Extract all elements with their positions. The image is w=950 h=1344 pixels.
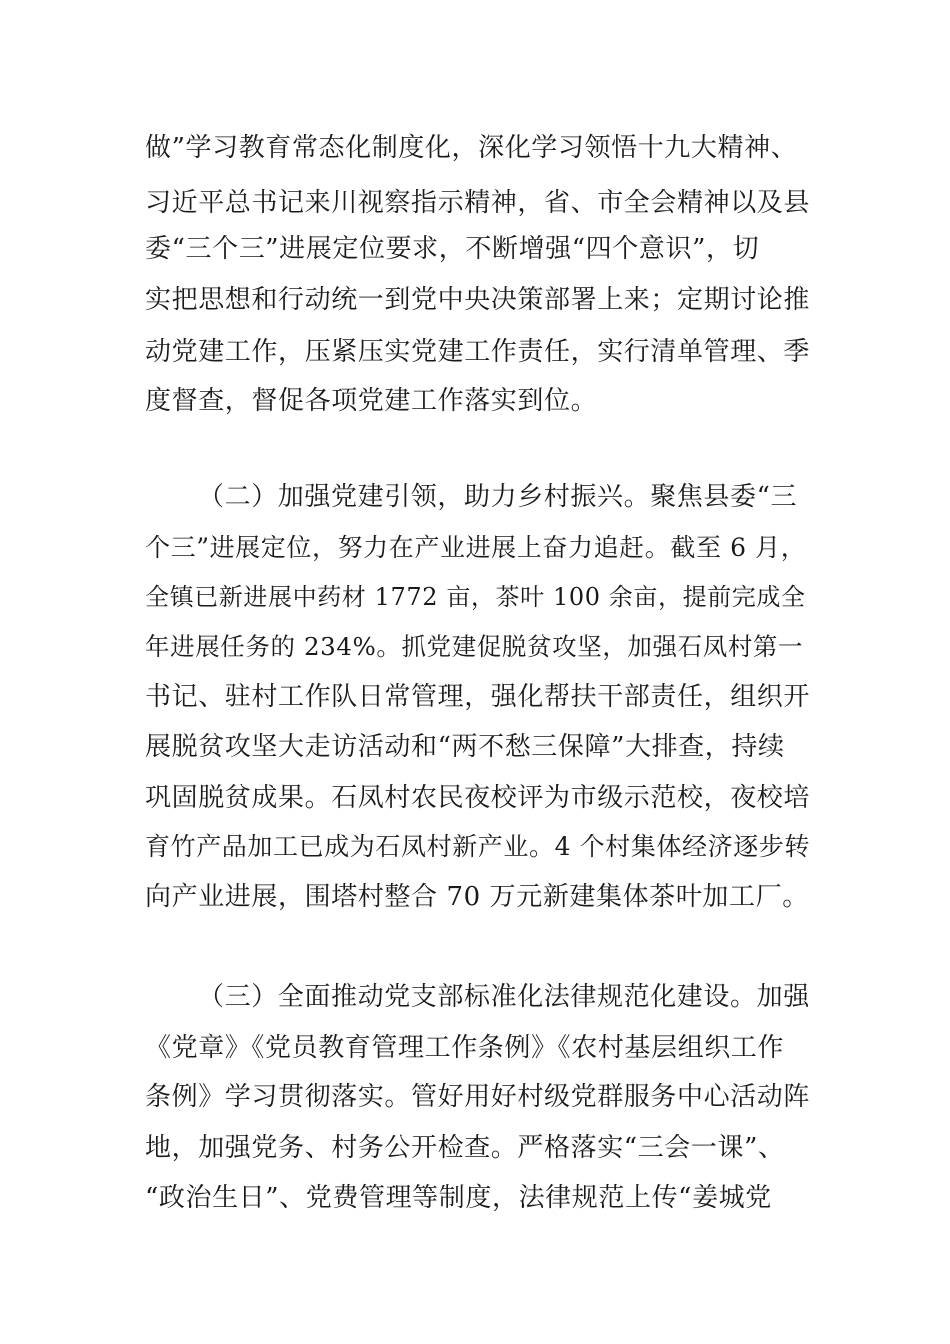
text-line: “政治生日”、党费管理等制度，法律规范上传“姜城党 <box>145 1183 772 1213</box>
text-line: 《党章》《党员教育管理工作条例》《农村基层组织工作 <box>145 1033 785 1063</box>
text-line: 实把思想和行动统一到党中央决策部署上来；定期讨论推 <box>145 285 811 315</box>
text-line: （二）加强党建引领，助力乡村振兴。聚焦县委“三 <box>198 482 798 512</box>
text-line: 动党建工作，压紧压实党建工作责任，实行清单管理、季 <box>145 337 811 367</box>
text-line: 度督查，督促各项党建工作落实到位。 <box>145 386 598 416</box>
text-line: 全镇已新进展中药材 1772 亩，茶叶 100 余亩，提前完成全 <box>145 583 806 611</box>
text-line: 条例》学习贯彻落实。管好用好村级党群服务中心活动阵 <box>145 1082 811 1112</box>
text-line: 习近平总书记来川视察指示精神，省、市全会精神以及县 <box>145 188 811 218</box>
text-line: （三）全面推动党支部标准化法律规范化建设。加强 <box>198 982 810 1012</box>
text-line: 地，加强党务、村务公开检查。严格落实“三会一课”、 <box>145 1133 785 1163</box>
text-line: 展脱贫攻坚大走访活动和“两不愁三保障”大排查，持续 <box>145 732 785 762</box>
text-line: 向产业进展，围塔村整合 70 万元新建集体茶叶加工厂。 <box>145 882 809 912</box>
text-line: 委“三个三”进展定位要求，不断增强“四个意识”，切 <box>145 234 760 264</box>
text-line: 个三”进展定位，努力在产业进展上奋力追赶。截至 6 月， <box>145 533 807 562</box>
text-line: 做”学习教育常态化制度化，深化学习领悟十九大精神、 <box>145 133 798 163</box>
text-line: 书记、驻村工作队日常管理，强化帮扶干部责任，组织开 <box>145 682 811 712</box>
text-line: 育竹产品加工已成为石凤村新产业。4 个村集体经济逐步转 <box>145 832 811 861</box>
text-line: 巩固脱贫成果。石凤村农民夜校评为市级示范校，夜校培 <box>145 783 811 813</box>
text-line: 年进展任务的 234%。抓党建促脱贫攻坚，加强石凤村第一 <box>145 632 804 661</box>
